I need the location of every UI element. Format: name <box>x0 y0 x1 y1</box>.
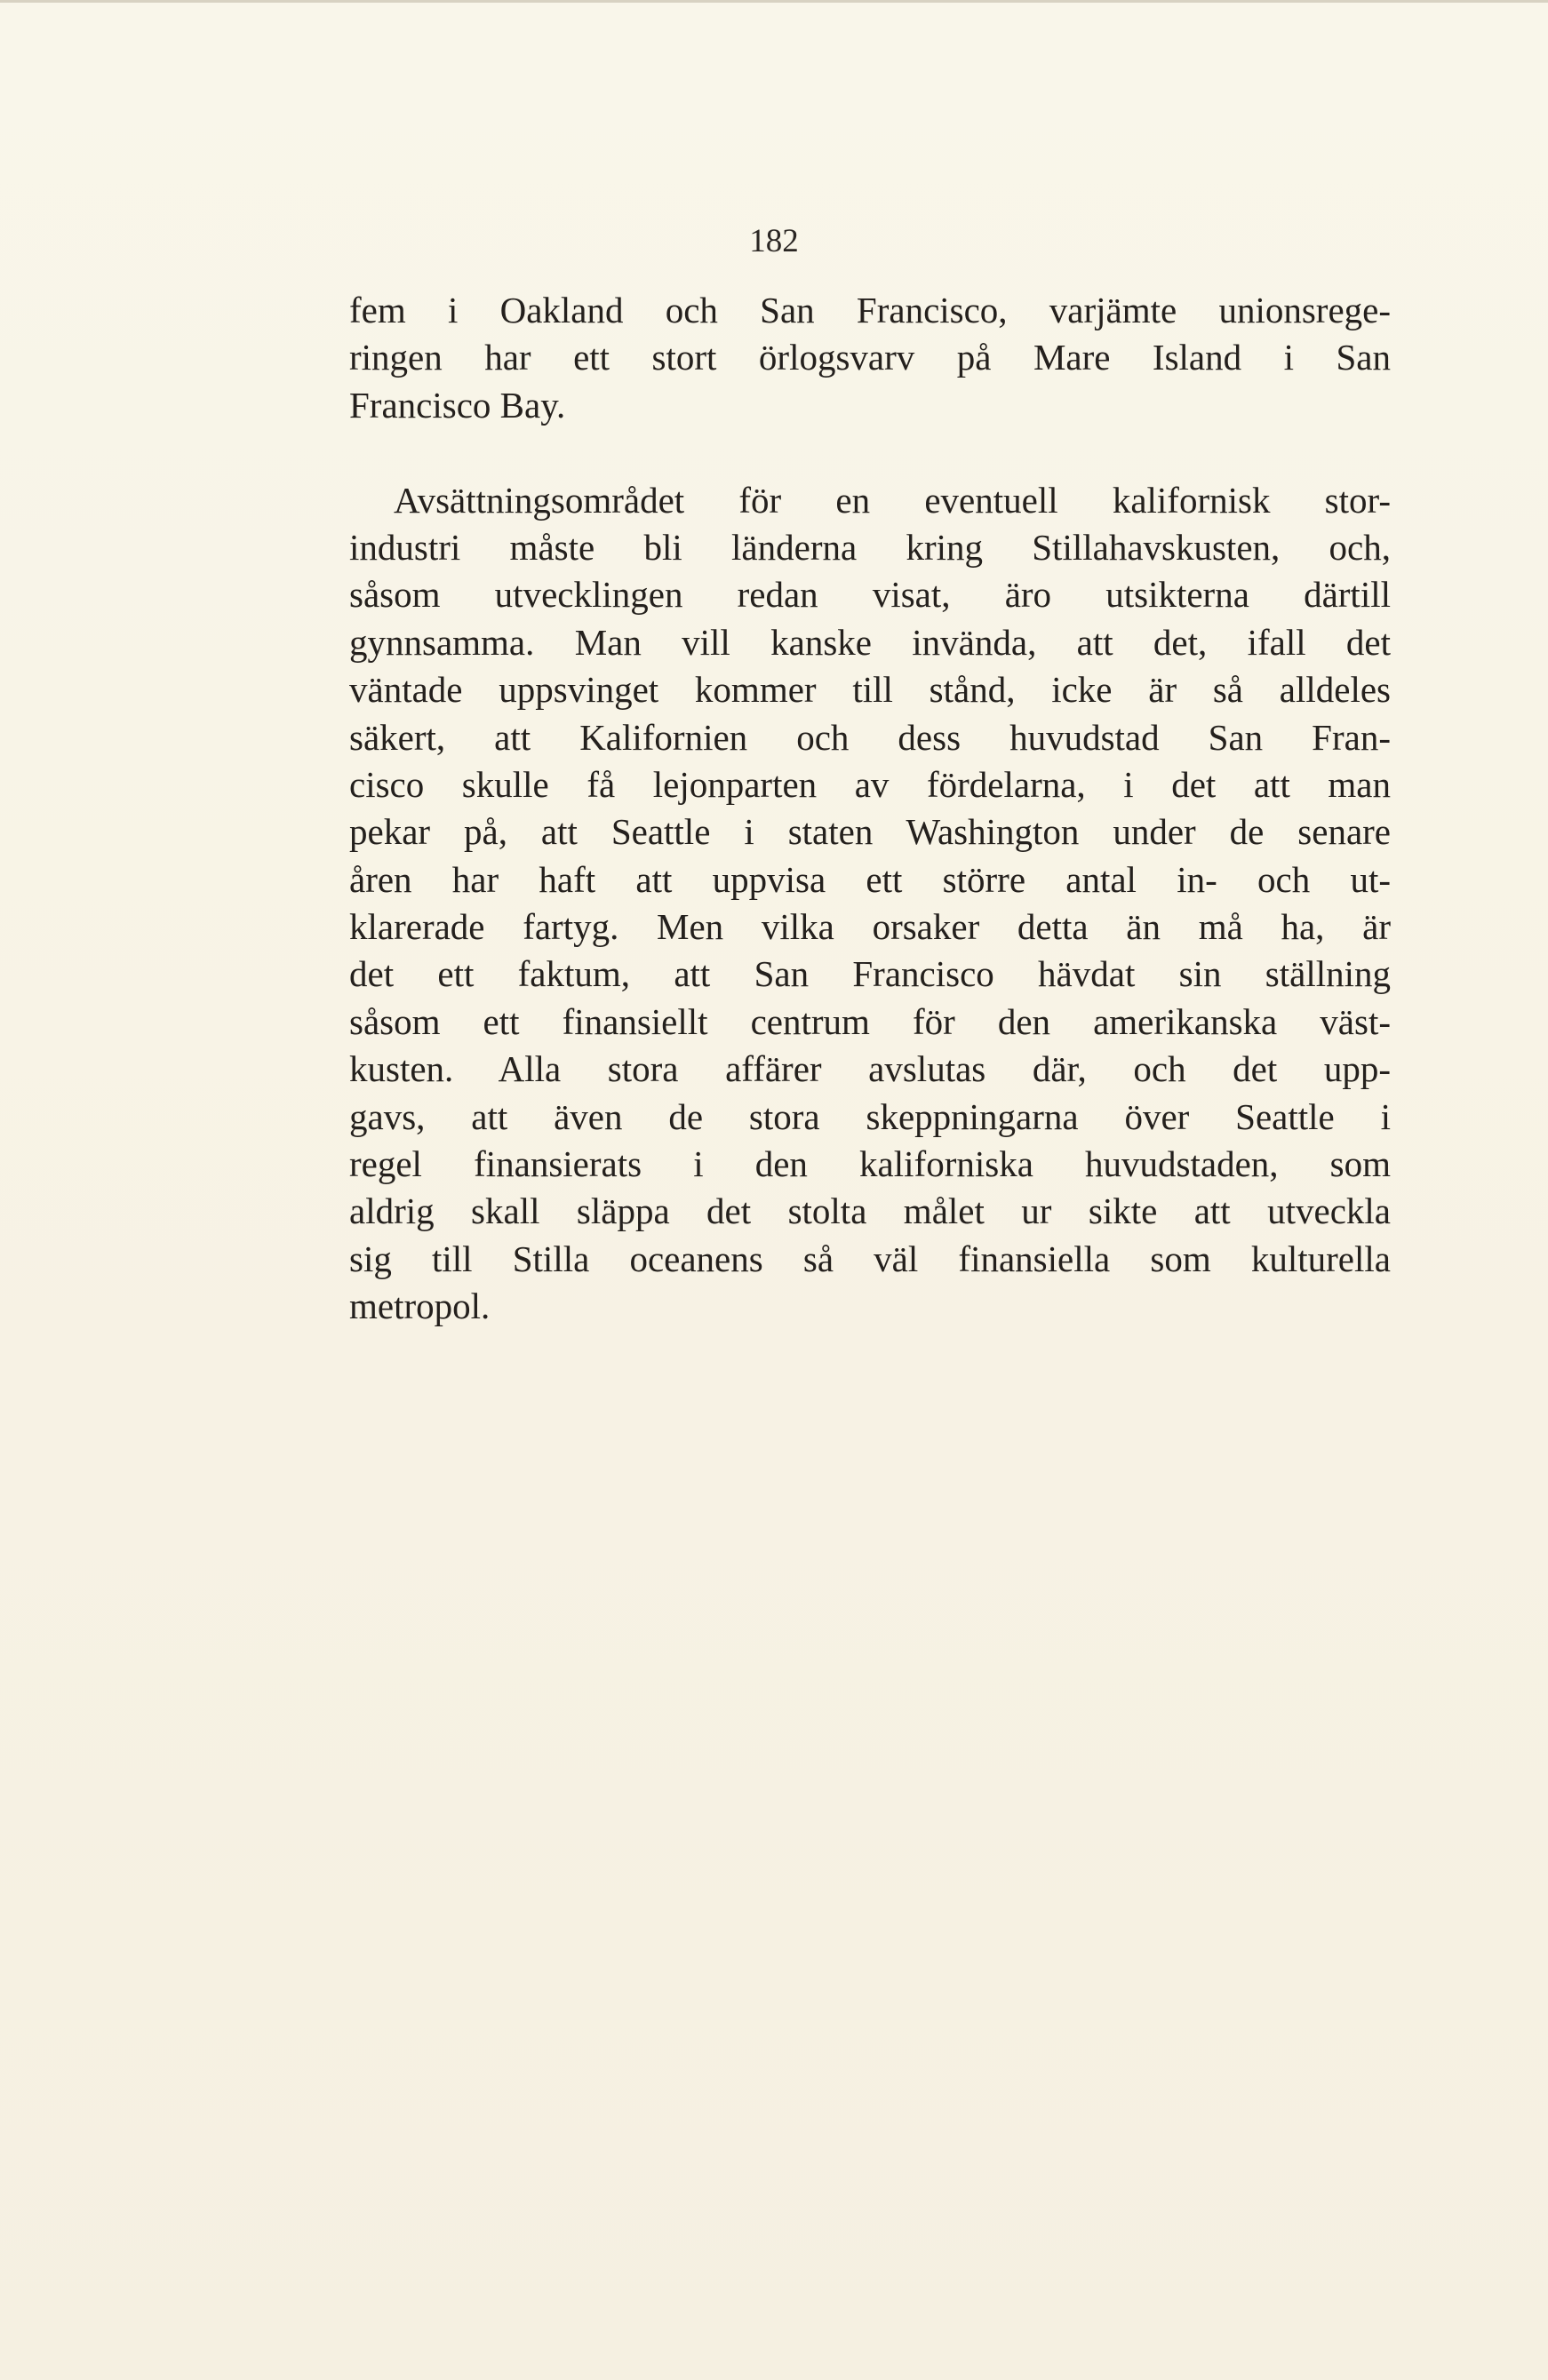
text-line: industri måste bli länderna kring Stillahavskusten, och, <box>349 526 1391 568</box>
text-line: såsom ett finansiellt centrum för den amerikanska väst- <box>349 1000 1391 1042</box>
text-line: åren har haft att uppvisa ett större antal in- och ut- <box>349 858 1391 900</box>
text-line: cisco skulle få lejonparten av fördelarna, i det att man <box>349 763 1391 805</box>
text-line: fem i Oakland och San Francisco, varjämte unionsrege- <box>349 290 1391 330</box>
text-line: sig till Stilla oceanens så väl finansiella som kulturella <box>349 1238 1391 1279</box>
text-line: metropol. <box>349 1286 491 1327</box>
paragraph-gap <box>349 429 1391 476</box>
text-line: såsom utvecklingen redan visat, äro utsikterna därtill <box>349 574 1391 616</box>
text-line: aldrig skall släppa det stolta målet ur sikte att utveckla <box>349 1190 1391 1232</box>
text-line: kusten. Alla stora affärer avslutas där, och det upp- <box>349 1048 1391 1090</box>
text-line: säkert, att Kalifornien och dess huvudstad San Fran- <box>349 716 1391 758</box>
text-line: det ett faktum, att San Francisco hävdat sin ställning <box>349 953 1391 995</box>
text-line: klarerade fartyg. Men vilka orsaker detta än må ha, är <box>349 906 1391 948</box>
body-text <box>349 287 1391 1331</box>
page-number: 182 <box>749 223 799 259</box>
text-line: gynnsamma. Man vill kanske invända, att det, ifall det <box>349 621 1391 663</box>
text-line: gavs, att även de stora skeppningarna över Seattle i <box>349 1095 1391 1137</box>
text-line: ringen har ett stort örlogsvarv på Mare Island i San <box>349 337 1391 378</box>
text-line: regel finansierats i den kaliforniska huvudstaden, som <box>349 1143 1391 1185</box>
text-line: väntade uppsvinget kommer till stånd, icke är så alldeles <box>349 669 1391 711</box>
page-edge <box>0 0 1548 3</box>
text-line: Avsättningsområdet för en eventuell kalifornisk stor- <box>394 479 1391 521</box>
text-line: Francisco Bay. <box>349 384 566 426</box>
text-line: pekar på, att Seattle i staten Washington under de senare <box>349 811 1391 853</box>
